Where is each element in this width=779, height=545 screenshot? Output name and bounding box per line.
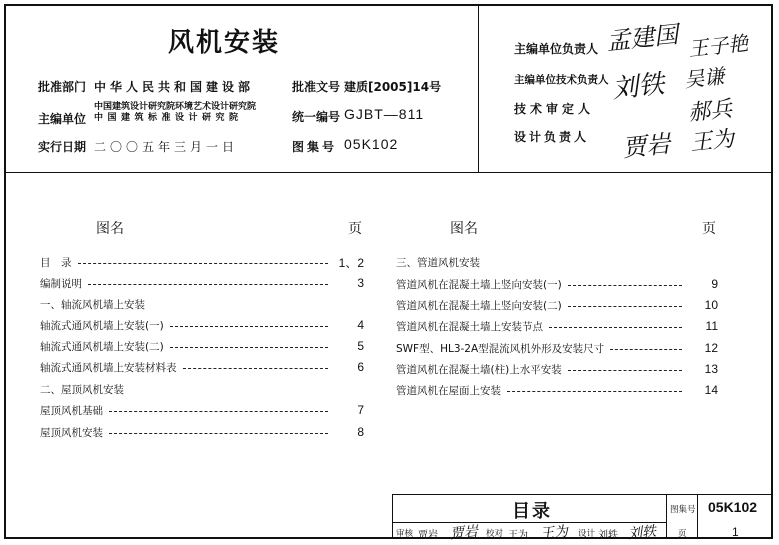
toc-entry-page: 11 — [705, 319, 718, 333]
leader-dashes — [568, 306, 682, 307]
toc-entry-label: 轴流式通风机墙上安装材料表 — [40, 361, 177, 374]
toc-entry — [40, 402, 364, 418]
toc-left-page-header: 页 — [348, 221, 362, 237]
toc-entry-label: 屋顶风机安装 — [40, 426, 103, 439]
toc-right-page-header: 页 — [702, 221, 716, 237]
unified-no-label: 统一编号 — [292, 110, 341, 124]
approval-dept: 中华人民共和国建设部 — [94, 80, 255, 94]
toc-entry-label: 管道风机在屋面上安装 — [396, 384, 501, 397]
leader-dashes — [568, 370, 682, 371]
signature-chief: 孟建国 — [604, 20, 680, 56]
editor-unit-label: 主编单位 — [38, 112, 87, 126]
toc-right-title-header: 图名 — [450, 221, 478, 237]
header-bottom-rule — [4, 172, 773, 173]
toc-entry-page: 13 — [704, 362, 718, 376]
toc-entry-page: 14 — [704, 383, 718, 397]
leader-dashes — [109, 433, 328, 434]
leader-dashes — [109, 411, 328, 412]
approval-dept-label: 批准部门 — [38, 80, 87, 94]
toc-entry — [40, 317, 364, 333]
toc-entry — [40, 275, 364, 291]
resp-role-review: 技术审定人 — [514, 102, 595, 116]
approval-doc-label: 批准文号 — [292, 80, 341, 94]
titleblock-name: 目录 — [512, 501, 552, 522]
toc-entry-page: 8 — [357, 425, 364, 439]
unified-no: GJBT—811 — [344, 106, 425, 122]
leader-dashes — [183, 368, 329, 369]
titleblock-atlas-label: 图集号 — [670, 505, 696, 515]
impl-date-label: 实行日期 — [38, 140, 87, 154]
toc-entry-label: 管道风机在混凝土墙(柱)上水平安装 — [396, 363, 562, 376]
leader-dashes — [610, 349, 682, 350]
toc-section-heading: 三、管道风机安装 — [396, 257, 480, 269]
page-title: 风机安装 — [168, 28, 281, 58]
titleblock-design-signature: 刘轶 — [627, 523, 657, 543]
atlas-no: 05K102 — [344, 136, 399, 152]
titleblock-divider — [697, 494, 698, 539]
leader-dashes — [170, 347, 328, 348]
toc-entry — [40, 254, 364, 270]
resp-role-design: 设计负责人 — [514, 130, 590, 144]
toc-entry-label: 屋顶风机基础 — [40, 404, 103, 417]
toc-entry-page: 7 — [357, 403, 364, 417]
leader-dashes — [507, 391, 682, 392]
titleblock-top-rule — [392, 494, 773, 495]
toc-entry-label: 管道风机在混凝土墙上竖向安装(一) — [396, 278, 562, 291]
toc-entry-page: 1、2 — [338, 255, 364, 270]
editor-unit-line2: 中国建筑标准设计研究院 — [94, 113, 243, 123]
signature-design: 贾岩 — [620, 129, 672, 163]
atlas-no-label: 图集号 — [292, 140, 338, 154]
resp-role-chief: 主编单位负责人 — [514, 42, 599, 56]
toc-entry — [396, 361, 718, 377]
signature-review: 郝兵 — [687, 96, 734, 127]
toc-entry — [396, 382, 718, 398]
titleblock-check-signature: 王为 — [539, 523, 569, 543]
toc-entry-label: 轴流式通风机墙上安装(一) — [40, 319, 164, 332]
toc-entry-label: 管道风机在混凝土墙上安装节点 — [396, 320, 543, 333]
titleblock-divider — [666, 494, 667, 539]
approval-doc: 建质[2005]14号 — [344, 80, 442, 94]
titleblock-page-no: 1 — [732, 525, 739, 539]
titleblock-check-name: 王为 — [508, 530, 528, 541]
toc-entry-page: 5 — [357, 339, 364, 353]
toc-left-title-header: 图名 — [96, 221, 124, 237]
leader-dashes — [549, 327, 682, 328]
impl-date: 二〇〇五年三月一日 — [94, 140, 239, 154]
titleblock-page-label: 页 — [678, 529, 687, 539]
toc-entry-label: SWF型、HL3-2A型混流风机外形及安装尺寸 — [396, 342, 605, 355]
signature-tech-2: 吴谦 — [683, 63, 726, 93]
titleblock-review-label: 审核 — [396, 529, 414, 539]
titleblock-review-signature: 贾岩 — [449, 523, 479, 543]
toc-section-heading: 一、轴流风机墙上安装 — [40, 299, 145, 311]
titleblock-design-name: 刘轶 — [598, 530, 618, 541]
toc-entry-page: 10 — [704, 298, 718, 312]
toc-entry — [396, 297, 718, 313]
leader-dashes — [88, 284, 328, 285]
toc-entry — [396, 318, 718, 334]
toc-entry-label: 管道风机在混凝土墙上竖向安装(二) — [396, 299, 562, 312]
toc-entry-page: 3 — [357, 276, 364, 290]
toc-entry — [40, 338, 364, 354]
titleblock-left-rule — [392, 494, 393, 539]
titleblock-design-label: 设计 — [578, 529, 596, 539]
leader-dashes — [78, 263, 329, 264]
toc-entry-label: 轴流式通风机墙上安装(二) — [40, 340, 164, 353]
toc-entry-page: 6 — [357, 360, 364, 374]
editor-unit-line1: 中国建筑设计研究院环境艺术设计研究院 — [94, 102, 257, 112]
toc-entry-page: 12 — [704, 341, 718, 355]
leader-dashes — [568, 285, 682, 286]
titleblock-check-label: 校对 — [486, 529, 504, 539]
resp-role-tech: 主编单位技术负责人 — [514, 74, 609, 86]
toc-entry-page: 9 — [711, 277, 718, 291]
header-divider — [478, 4, 479, 172]
signature-chief-2: 王子艳 — [687, 30, 750, 62]
toc-entry — [40, 424, 364, 440]
toc-entry — [396, 340, 718, 356]
titleblock-atlas-no: 05K102 — [708, 499, 758, 515]
signature-tech: 刘铁 — [610, 69, 666, 105]
toc-entry-page: 4 — [357, 318, 364, 332]
toc-entry — [396, 276, 718, 292]
toc-entry — [40, 359, 364, 375]
toc-entry-label: 目 录 — [40, 256, 72, 269]
toc-entry-label: 编制说明 — [40, 277, 82, 290]
signature-design-2: 王为 — [689, 126, 736, 157]
titleblock-review-name: 贾岩 — [418, 530, 438, 541]
toc-section-heading: 二、屋顶风机安装 — [40, 384, 124, 396]
leader-dashes — [170, 326, 328, 327]
